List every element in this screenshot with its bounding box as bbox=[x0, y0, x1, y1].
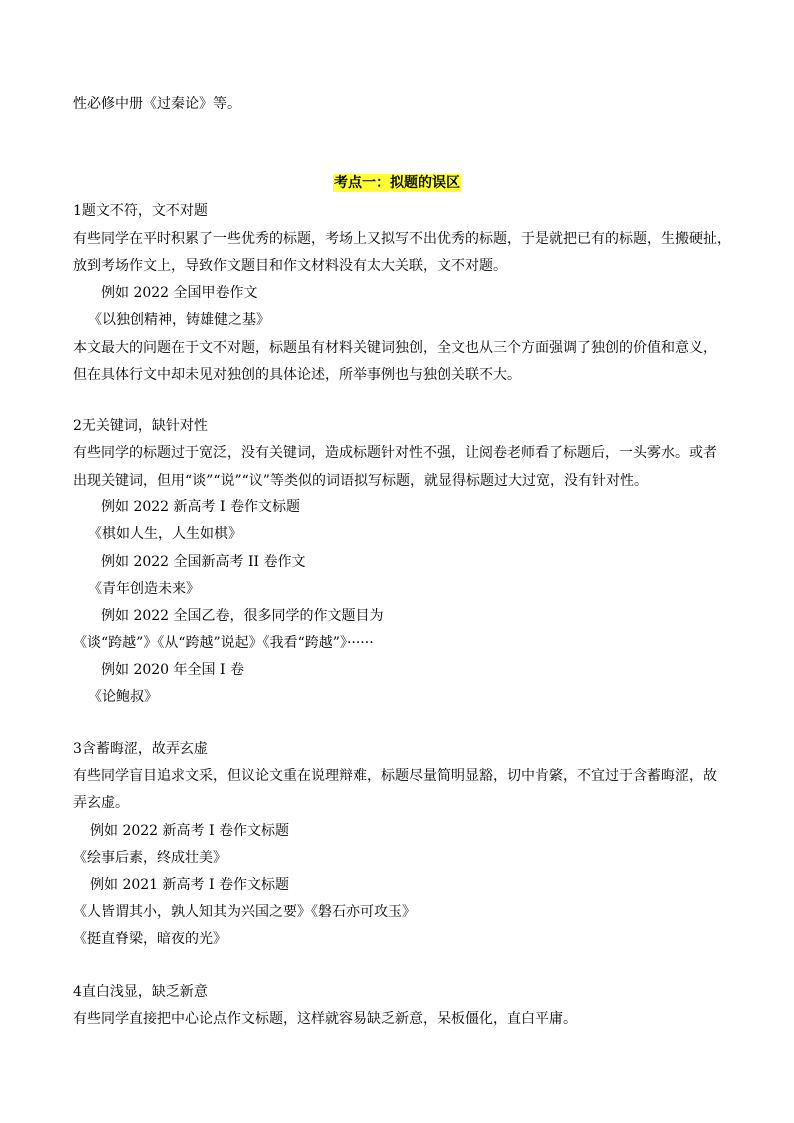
item-1-heading: 1题文不符，文不对题 bbox=[73, 203, 208, 219]
section-title-wrap bbox=[0, 172, 794, 192]
item-1-example-title: 《以独创精神，铸雄健之基》 bbox=[88, 312, 270, 328]
item-2-example-3-label: 例如 2022 全国乙卷，很多同学的作文题目为 bbox=[101, 608, 384, 624]
item-3-example-1-title: 《绘事后素，终成壮美》 bbox=[73, 850, 227, 866]
item-2-example-4-label: 例如 2020 年全国 I 卷 bbox=[101, 662, 244, 678]
item-3-extra-title: 《挺直脊梁，暗夜的光》 bbox=[73, 931, 227, 947]
item-3-body-line-2: 弄玄虚。 bbox=[73, 795, 129, 811]
item-2-example-1-label: 例如 2022 新高考 I 卷作文标题 bbox=[101, 499, 300, 515]
item-2-example-3-title: 《谈“跨越”》《从“跨越”说起》《我看“跨越”》······ bbox=[73, 635, 374, 651]
item-4-heading: 4直白浅显，缺乏新意 bbox=[73, 984, 208, 1000]
item-3-heading: 3含蓄晦涩，故弄玄虚 bbox=[73, 741, 208, 757]
section-title: 考点一：拟题的误区 bbox=[334, 175, 460, 191]
item-2-heading: 2无关键词，缺针对性 bbox=[73, 418, 208, 434]
item-2-example-2-title: 《青年创造未来》 bbox=[88, 581, 200, 597]
intro-line: 性必修中册《过秦论》等。 bbox=[73, 96, 241, 112]
item-2-example-4-title: 《论鲍叔》 bbox=[88, 689, 158, 705]
item-1-body-line-1: 有些同学在平时积累了一些优秀的标题，考场上又拟写不出优秀的标题，于是就把已有的标题，生搬硬扯， bbox=[73, 231, 731, 247]
item-1-body-line-2: 放到考场作文上，导致作文题目和作文材料没有太大关联，文不对题。 bbox=[73, 258, 507, 274]
item-1-example-label: 例如 2022 全国甲卷作文 bbox=[101, 285, 258, 301]
item-2-example-1-title: 《棋如人生，人生如棋》 bbox=[88, 526, 242, 542]
item-4-body-line-1: 有些同学直接把中心论点作文标题，这样就容易缺乏新意，呆板僵化，直白平庸。 bbox=[73, 1011, 577, 1027]
item-2-body-line-1: 有些同学的标题过于宽泛，没有关键词，造成标题针对性不强，让阅卷老师看了标题后，一头雾水。或者 bbox=[73, 445, 717, 461]
item-3-example-2-label: 例如 2021 新高考 I 卷作文标题 bbox=[90, 877, 289, 893]
item-1-analysis-line-1: 本文最大的问题在于文不对题，标题虽有材料关键词独创，全文也从三个方面强调了独创的价值和意义， bbox=[73, 340, 717, 356]
item-2-example-2-label: 例如 2022 全国新高考 II 卷作文 bbox=[101, 554, 306, 570]
item-1-analysis-line-2: 但在具体行文中却未见对独创的具体论述，所举事例也与独创关联不大。 bbox=[73, 367, 521, 383]
item-3-body-line-1: 有些同学盲目追求文采，但议论文重在说理辩难，标题尽量简明显豁，切中肯綮，不宜过于含蓄晦涩，故 bbox=[73, 768, 717, 784]
item-2-body-line-2: 出现关键词，但用“谈”“说”“议”等类似的词语拟写标题，就显得标题过大过宽，没有针对性。 bbox=[73, 473, 648, 489]
item-3-example-1-label: 例如 2022 新高考 I 卷作文标题 bbox=[90, 823, 289, 839]
item-3-example-2-title: 《人皆谓其小，孰人知其为兴国之要》《磐石亦可攻玉》 bbox=[73, 904, 416, 920]
